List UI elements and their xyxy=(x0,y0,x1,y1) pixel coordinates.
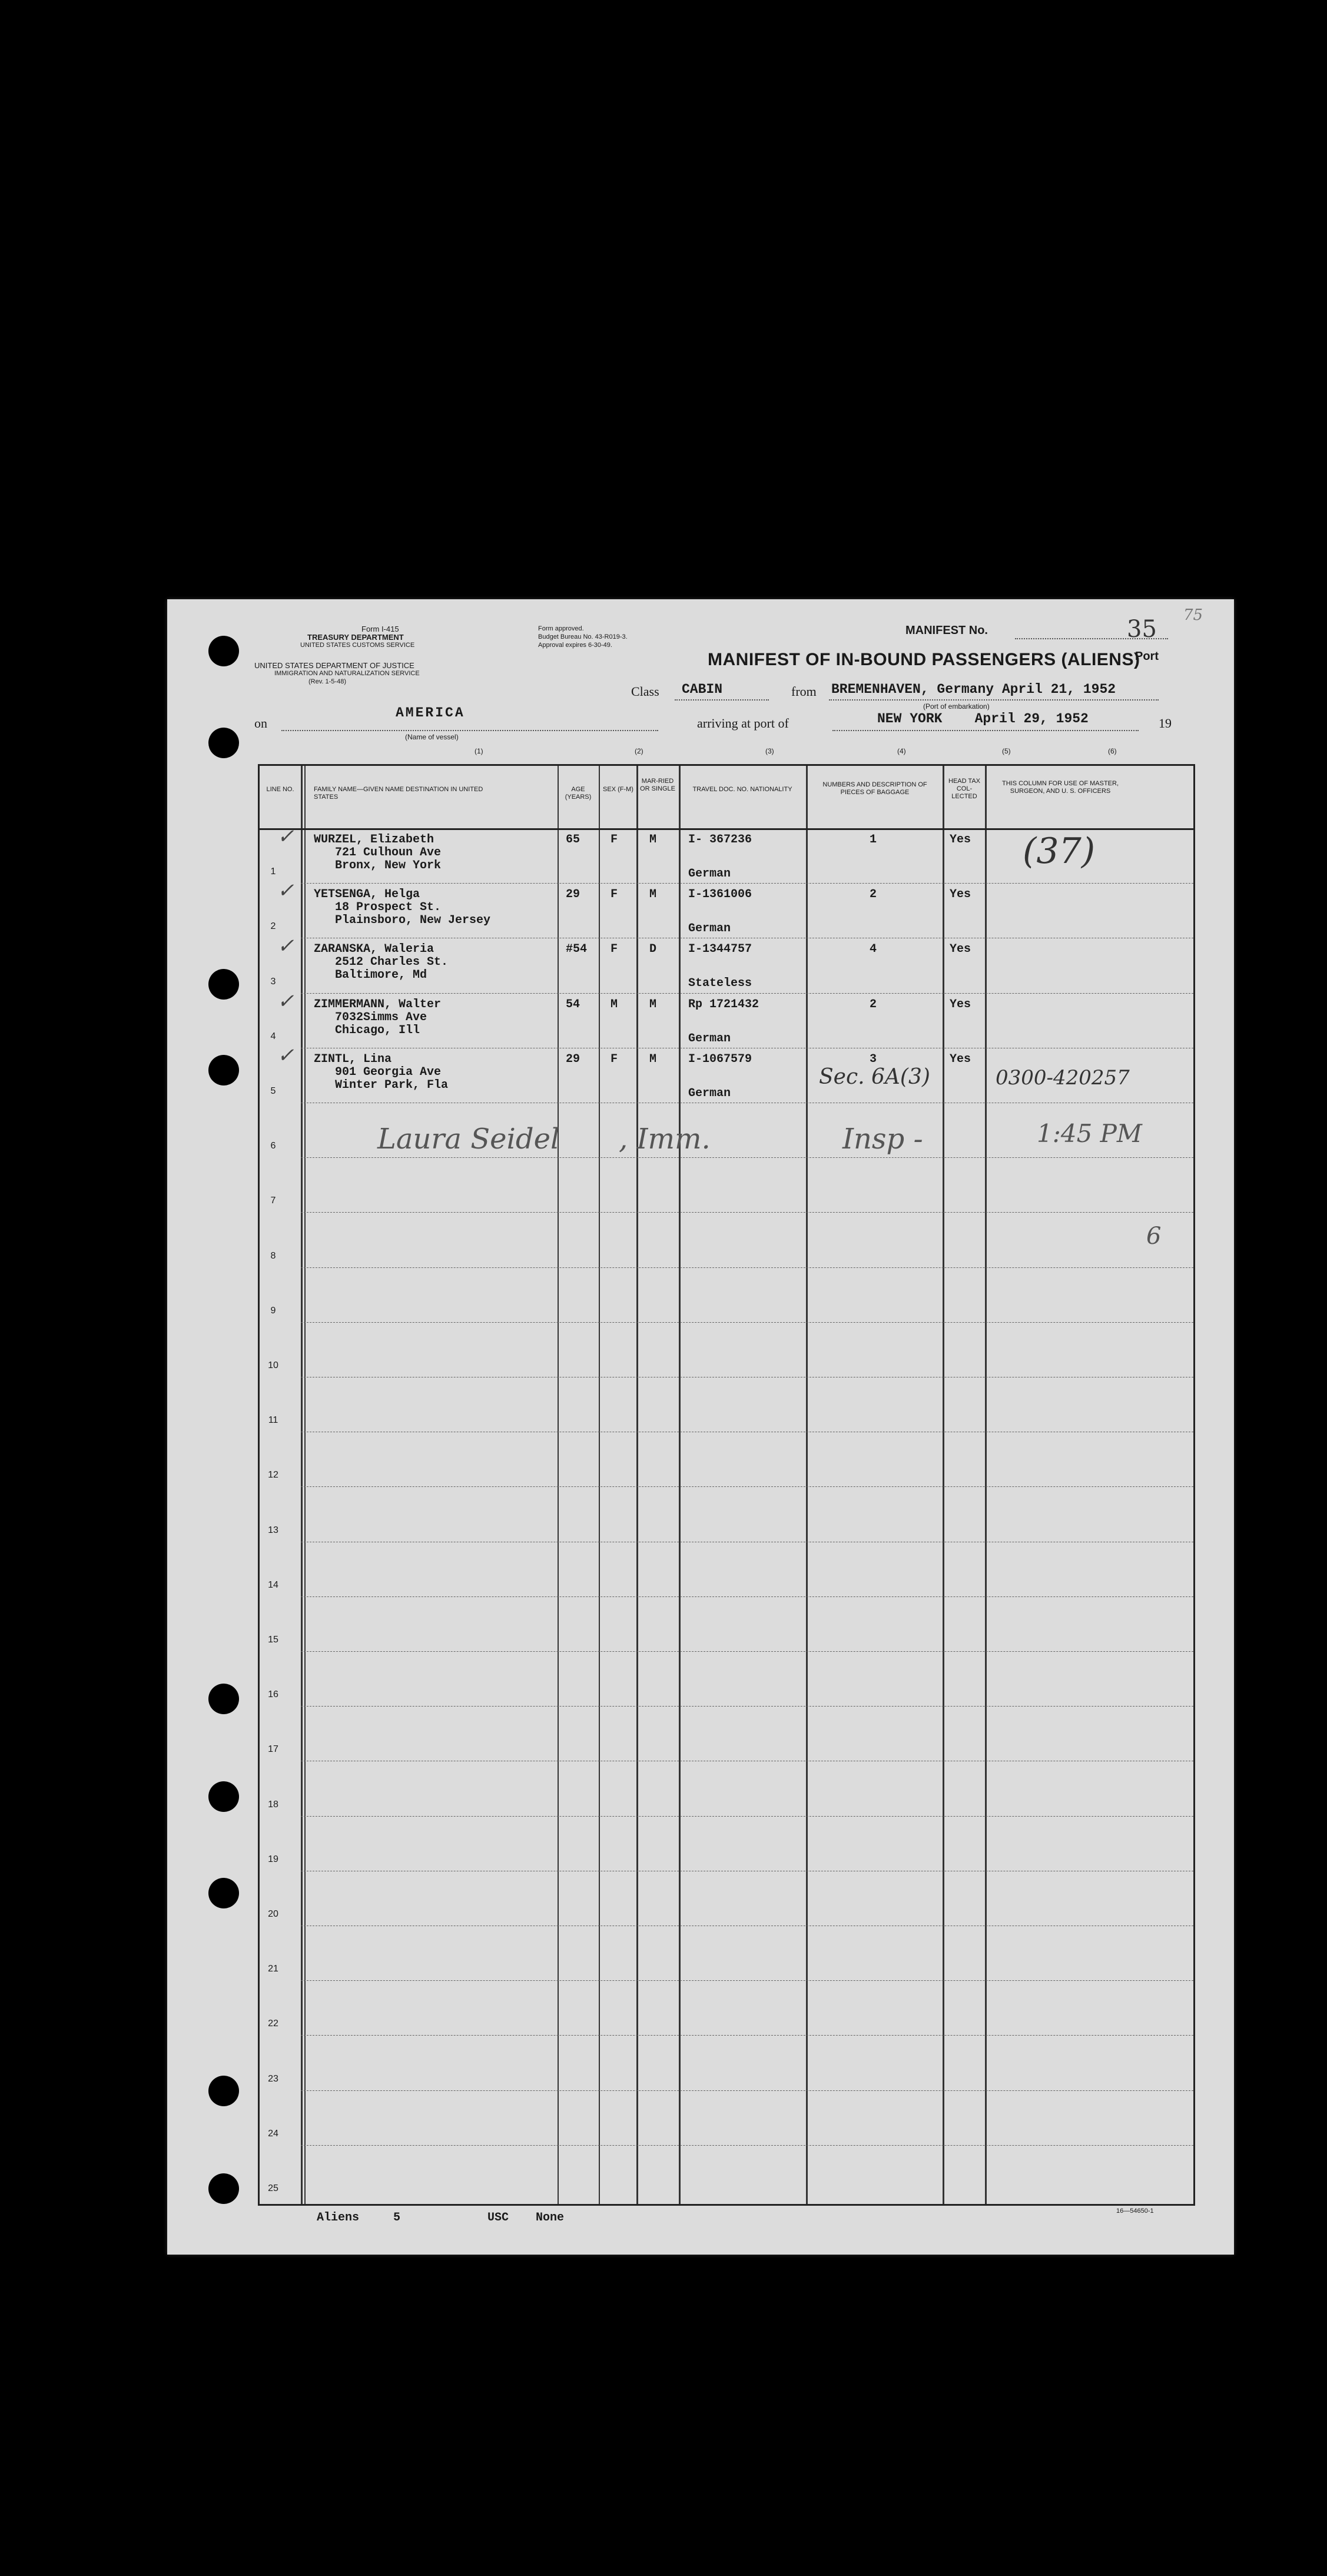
passenger-name: WURZEL, Elizabeth xyxy=(314,833,434,847)
col-divider xyxy=(943,766,944,2204)
passenger-head-tax: Yes xyxy=(950,942,971,957)
punch-hole xyxy=(208,1781,239,1812)
passenger-marital-status: D xyxy=(649,942,657,957)
passenger-age: 29 xyxy=(566,1052,580,1066)
row-number: 21 xyxy=(268,1964,278,1974)
handwritten-code: 0300-420257 xyxy=(996,1066,1130,1090)
passenger-address-street: 901 Georgia Ave xyxy=(335,1065,442,1079)
row-number: 22 xyxy=(268,2019,278,2029)
col-divider xyxy=(558,766,559,2204)
row-number: 19 xyxy=(268,1854,278,1864)
passenger-head-tax: Yes xyxy=(950,1052,971,1066)
passenger-nationality: German xyxy=(688,1031,731,1045)
footer-aliens-label: Aliens xyxy=(317,2211,360,2225)
passenger-marital-status: M xyxy=(649,1052,657,1066)
row-rule xyxy=(301,1322,1193,1323)
passenger-address-city: Plainsboro, New Jersey xyxy=(335,914,491,928)
hdr-age: AGE (YEARS) xyxy=(565,786,592,801)
hdr-line-no: LINE NO. xyxy=(266,786,294,793)
passenger-travel-doc: Rp 1721432 xyxy=(688,997,759,1011)
passenger-name: YETSENGA, Helga xyxy=(314,888,420,902)
passenger-address-street: 18 Prospect St. xyxy=(335,901,442,915)
passenger-marital-status: M xyxy=(649,888,657,902)
on-label: on xyxy=(254,716,267,731)
manifest-corner-number: 75 xyxy=(1183,606,1203,624)
passenger-age: 29 xyxy=(566,888,580,902)
row-number: 16 xyxy=(268,1689,278,1700)
manifest-title: MANIFEST OF IN-BOUND PASSENGERS (ALIENS) xyxy=(708,650,1140,669)
row-number: 12 xyxy=(268,1470,278,1480)
class-label: Class xyxy=(631,684,659,699)
passenger-head-tax: Yes xyxy=(950,888,971,902)
passenger-nationality: German xyxy=(688,1086,731,1100)
handwritten-insp: Insp - xyxy=(842,1123,923,1156)
row-rule xyxy=(301,1980,1193,1981)
row-number: 15 xyxy=(268,1635,278,1645)
from-line xyxy=(829,699,1159,701)
printer-mark: 16—54650-1 xyxy=(1116,2207,1154,2215)
passenger-age: 65 xyxy=(566,833,580,847)
col-num-1: (1) xyxy=(475,747,483,755)
check-mark-icon: ✓ xyxy=(277,934,294,958)
col-divider xyxy=(806,766,808,2204)
handwritten-count: (37) xyxy=(1023,831,1096,872)
passenger-address-street: 7032Simms Ave xyxy=(335,1010,427,1024)
passenger-sex: M xyxy=(611,997,618,1011)
check-mark-icon: ✓ xyxy=(277,990,294,1013)
passenger-age: 54 xyxy=(566,997,580,1011)
punch-hole xyxy=(208,636,239,666)
passenger-marital-status: M xyxy=(649,833,657,847)
passenger-sex: F xyxy=(611,942,618,957)
row-number: 7 xyxy=(270,1196,276,1206)
row-number: 9 xyxy=(270,1305,276,1316)
treasury-dept: TREASURY DEPARTMENT xyxy=(307,633,404,642)
handwritten-section: Sec. 6A(3) xyxy=(819,1065,930,1089)
port-label: Port xyxy=(1135,650,1159,663)
inspector-signature: Laura Seidel xyxy=(377,1123,560,1156)
passenger-sex: F xyxy=(611,1052,618,1066)
manifest-page xyxy=(167,599,1234,2255)
form-number: Form I-415 xyxy=(361,625,399,633)
col-divider xyxy=(304,766,306,2204)
vessel-name: AMERICA xyxy=(396,705,465,721)
row-rule xyxy=(301,2035,1193,2036)
passenger-nationality: German xyxy=(688,867,731,881)
col-num-6: (6) xyxy=(1108,747,1117,755)
punch-hole xyxy=(208,1055,239,1085)
handwritten-mark: 6 xyxy=(1146,1223,1162,1250)
passenger-nationality: Stateless xyxy=(688,977,752,991)
footer-usc-value: None xyxy=(536,2211,565,2225)
col-divider xyxy=(636,766,638,2204)
passenger-address-city: Bronx, New York xyxy=(335,859,442,872)
row-number: 20 xyxy=(268,1909,278,1919)
justice-dept: UNITED STATES DEPARTMENT OF JUSTICE xyxy=(254,661,414,670)
row-rule xyxy=(301,2090,1193,2091)
hdr-headtax: HEAD TAX COL-LECTED xyxy=(948,778,980,801)
passenger-name: ZARANSKA, Waleria xyxy=(314,942,434,957)
passenger-sex: F xyxy=(611,833,618,847)
row-rule xyxy=(301,1157,1193,1158)
passenger-baggage: 3 xyxy=(870,1052,877,1066)
col-num-3: (3) xyxy=(765,747,774,755)
passenger-travel-doc: I-1344757 xyxy=(688,942,752,957)
footer-aliens-value: 5 xyxy=(393,2211,401,2225)
passenger-address-city: Chicago, Ill xyxy=(335,1023,420,1037)
row-rule xyxy=(301,993,1193,994)
col-divider xyxy=(679,766,681,2204)
row-number: 17 xyxy=(268,1744,278,1755)
ins-service: IMMIGRATION AND NATURALIZATION SERVICE xyxy=(274,670,420,677)
passenger-travel-doc: I-1361006 xyxy=(688,888,752,902)
revision: (Rev. 1-5-48) xyxy=(308,678,346,685)
manifest-no-label: MANIFEST No. xyxy=(905,624,988,637)
row-number: 8 xyxy=(270,1250,276,1261)
col-num-2: (2) xyxy=(635,747,643,755)
row-number: 13 xyxy=(268,1525,278,1535)
col-divider xyxy=(599,766,600,2204)
approval-expires: Approval expires 6-30-49. xyxy=(538,642,612,649)
passenger-baggage: 2 xyxy=(870,888,877,902)
row-number: 4 xyxy=(270,1031,276,1041)
punch-hole xyxy=(208,969,239,1000)
manifest-no-value: 35 xyxy=(1127,616,1157,643)
check-mark-icon: ✓ xyxy=(277,825,294,848)
punch-hole xyxy=(208,1684,239,1714)
row-rule xyxy=(301,1486,1193,1487)
row-rule xyxy=(301,1212,1193,1213)
class-line xyxy=(675,699,769,701)
form-approved: Form approved. xyxy=(538,625,584,632)
passenger-travel-doc: I- 367236 xyxy=(688,833,752,847)
header-rule xyxy=(260,828,1193,830)
row-rule xyxy=(301,1267,1193,1268)
row-number: 10 xyxy=(268,1360,278,1370)
row-rule xyxy=(301,1706,1193,1707)
row-rule xyxy=(301,883,1193,884)
passenger-nationality: German xyxy=(688,922,731,936)
arriving-line xyxy=(832,730,1139,731)
check-mark-icon: ✓ xyxy=(277,1044,294,1067)
passenger-head-tax: Yes xyxy=(950,833,971,847)
passenger-address-city: Baltimore, Md xyxy=(335,968,427,982)
punch-hole xyxy=(208,1878,239,1908)
row-number: 3 xyxy=(270,976,276,987)
row-number: 5 xyxy=(270,1086,276,1096)
row-rule xyxy=(301,2145,1193,2146)
passenger-marital-status: M xyxy=(649,997,657,1011)
col-num-5: (5) xyxy=(1002,747,1011,755)
row-rule xyxy=(301,1816,1193,1817)
row-rule xyxy=(301,1651,1193,1652)
col-num-4: (4) xyxy=(897,747,906,755)
row-number: 11 xyxy=(268,1415,278,1426)
row-number: 2 xyxy=(270,921,276,932)
passenger-address-street: 721 Culhoun Ave xyxy=(335,846,442,859)
row-number: 1 xyxy=(270,867,276,877)
passenger-name: ZINTL, Lina xyxy=(314,1052,392,1066)
col-divider xyxy=(985,766,987,2204)
passenger-baggage: 4 xyxy=(870,942,877,957)
from-label: from xyxy=(791,684,817,699)
passenger-address-city: Winter Park, Fla xyxy=(335,1078,449,1092)
passenger-head-tax: Yes xyxy=(950,997,971,1011)
footer-usc-label: USC xyxy=(487,2211,509,2225)
row-number: 25 xyxy=(268,2183,278,2193)
row-number: 18 xyxy=(268,1799,278,1810)
from-value: BREMENHAVEN, Germany April 21, 1952 xyxy=(831,682,1116,697)
passenger-address-street: 2512 Charles St. xyxy=(335,955,449,970)
customs-service: UNITED STATES CUSTOMS SERVICE xyxy=(300,642,415,649)
punch-hole xyxy=(208,2076,239,2106)
port-embark-note: (Port of embarkation) xyxy=(923,702,990,711)
passenger-sex: F xyxy=(611,888,618,902)
row-number: 24 xyxy=(268,2128,278,2139)
row-rule xyxy=(301,1596,1193,1597)
class-value: CABIN xyxy=(682,682,723,697)
passenger-baggage: 2 xyxy=(870,997,877,1011)
budget-bureau: Budget Bureau No. 43-R019-3. xyxy=(538,633,628,640)
row-number: 23 xyxy=(268,2073,278,2084)
passenger-baggage: 1 xyxy=(870,833,877,847)
row-number: 6 xyxy=(270,1141,276,1151)
handwritten-imm: , Imm. xyxy=(619,1123,711,1156)
year-label: 19 xyxy=(1159,716,1172,731)
vessel-line xyxy=(281,730,658,731)
vessel-note: (Name of vessel) xyxy=(405,733,459,741)
handwritten-time: 1:45 PM xyxy=(1037,1119,1142,1148)
punch-hole xyxy=(208,728,239,758)
hdr-baggage: NUMBERS AND DESCRIPTION OF PIECES OF BAGGAGE xyxy=(822,781,927,796)
hdr-travel: TRAVEL DOC. NO. NATIONALITY xyxy=(692,786,792,793)
passenger-age: #54 xyxy=(566,942,588,957)
check-mark-icon: ✓ xyxy=(277,879,294,902)
punch-hole xyxy=(208,2173,239,2204)
row-number: 14 xyxy=(268,1579,278,1590)
hdr-name: FAMILY NAME—GIVEN NAME DESTINATION IN UNITED STATES xyxy=(314,786,483,801)
col-divider xyxy=(301,766,303,2204)
arriving-label: arriving at port of xyxy=(697,716,789,731)
arriving-value: NEW YORK April 29, 1952 xyxy=(877,711,1089,726)
hdr-married: MAR-RIED OR SINGLE xyxy=(640,778,675,793)
hdr-sex: SEX (F-M) xyxy=(603,786,633,793)
manifest-table xyxy=(258,764,1195,2206)
hdr-officers: THIS COLUMN FOR USE OF MASTER, SURGEON, AND U. S. OFFICERS xyxy=(1001,780,1119,795)
passenger-travel-doc: I-1067579 xyxy=(688,1052,752,1066)
passenger-name: ZIMMERMANN, Walter xyxy=(314,997,442,1011)
